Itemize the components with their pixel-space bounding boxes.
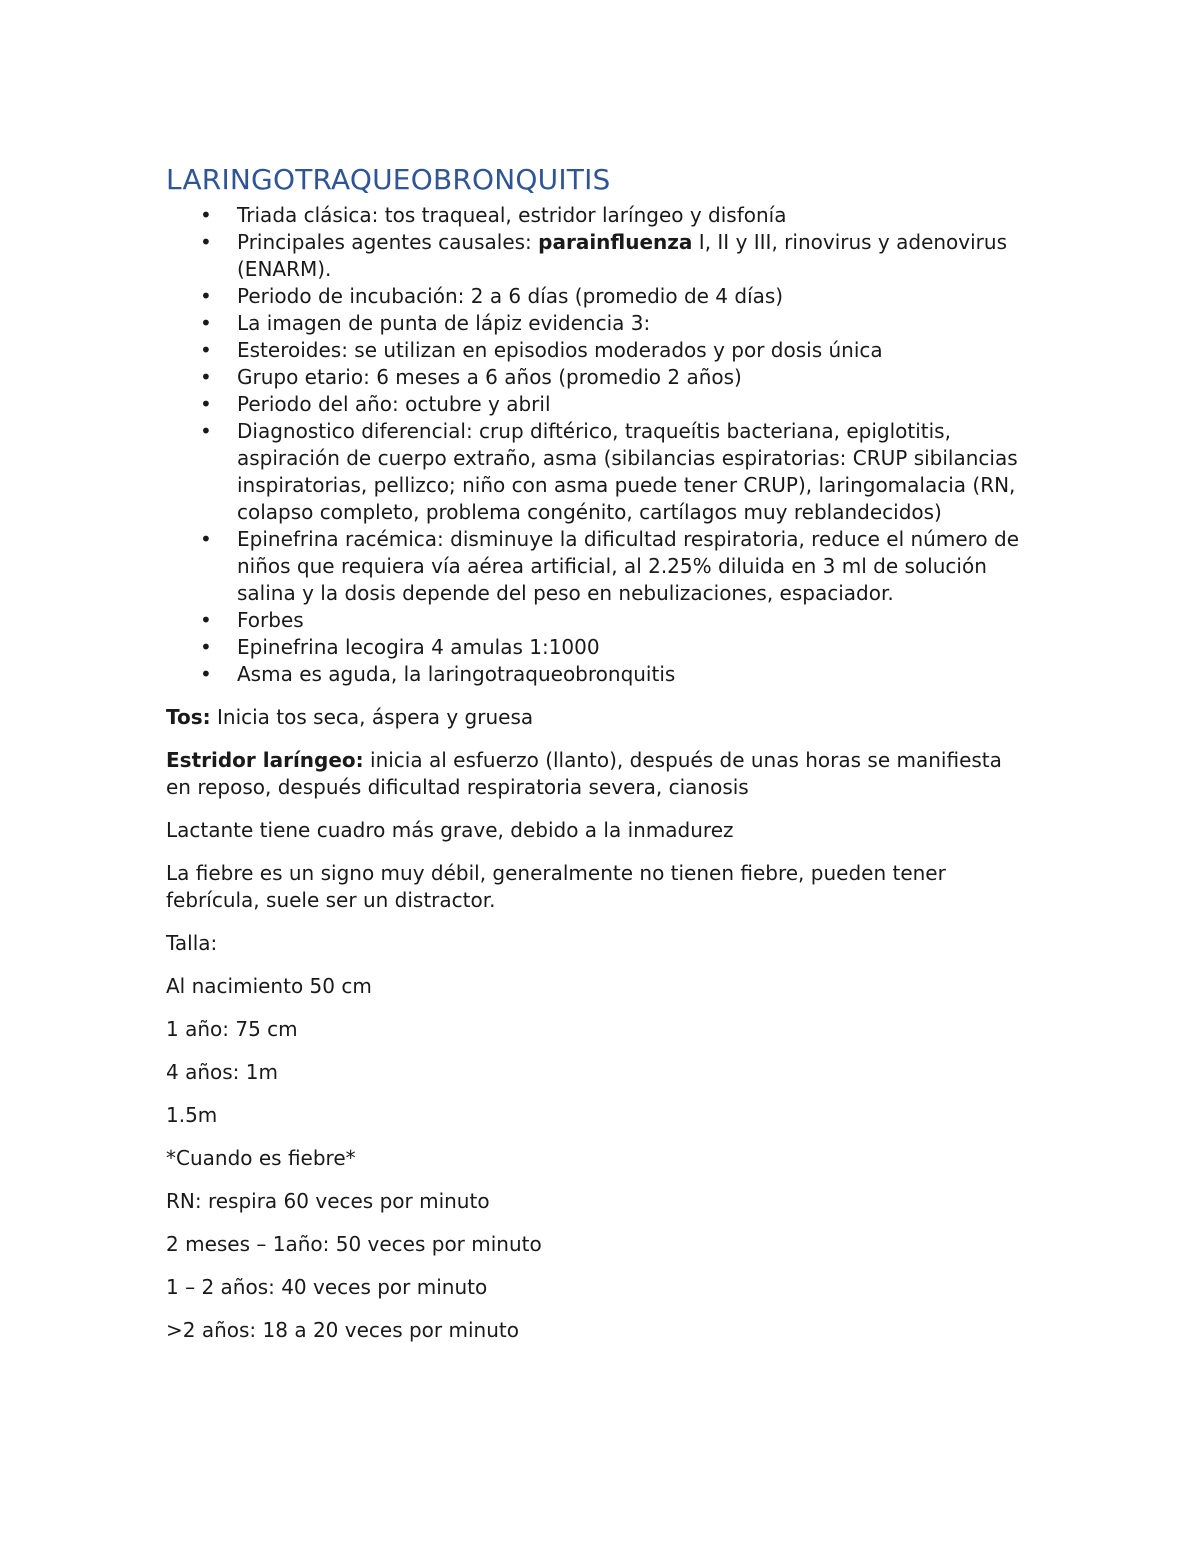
bullet-icon: • xyxy=(200,311,212,335)
paragraph-1-ano: 1 año: 75 cm xyxy=(166,1017,298,1041)
bullet-icon: • xyxy=(200,527,212,551)
bullet-icon: • xyxy=(200,338,212,362)
list-item-text: Epinefrina lecogira 4 amulas 1:1000 xyxy=(237,635,600,659)
document-title: LARINGOTRAQUEOBRONQUITIS xyxy=(166,163,611,196)
list-item xyxy=(166,364,1026,391)
list-item-text: Diagnostico diferencial: crup diftérico, traqueítis bacteriana, epiglotitis, aspiración de cuerpo extraño, asma (sibilancias espiratorias: CRUP sibilancias inspiratorias, pellizco; niño con asma puede tener CRUP), laringomalacia (RN, colapso completo, problema congénito, cartílagos muy reblandecidos) xyxy=(237,419,1018,524)
tos-label: Tos: xyxy=(166,705,211,729)
estridor-paragraph xyxy=(166,747,1026,801)
document-page xyxy=(166,160,1026,1360)
paragraph-cuando-fiebre: *Cuando es fiebre* xyxy=(166,1146,356,1170)
paragraph-1-5m: 1.5m xyxy=(166,1103,218,1127)
paragraph-fiebre: La fiebre es un signo muy débil, generalmente no tienen fiebre, pueden tener febrícula, suele ser un distractor. xyxy=(166,861,946,912)
paragraph-4-anos: 4 años: 1m xyxy=(166,1060,278,1084)
estridor-label: Estridor laríngeo: xyxy=(166,748,364,772)
paragraph-nacimiento: Al nacimiento 50 cm xyxy=(166,974,372,998)
bullet-list xyxy=(166,202,1026,688)
bullet-icon: • xyxy=(200,365,212,389)
list-item xyxy=(166,283,1026,310)
estridor-text: inicia al esfuerzo (llanto), después de unas horas se manifiesta en reposo, después dificultad respiratoria severa, cianosis xyxy=(166,748,1002,799)
bullet-icon: • xyxy=(200,419,212,443)
list-item-text: La imagen de punta de lápiz evidencia 3: xyxy=(237,311,651,335)
list-item-text: Epinefrina racémica: disminuye la dificultad respiratoria, reduce el número de niños que requiera vía aérea artificial, al 2.25% diluida en 3 ml de solución salina y la dosis depende del peso en nebulizaciones, espaciador. xyxy=(237,527,1020,605)
bullet-icon: • xyxy=(200,392,212,416)
bullet-icon: • xyxy=(200,284,212,308)
list-item xyxy=(166,229,1026,283)
list-item-text: Triada clásica: tos traqueal, estridor laríngeo y disfonía xyxy=(237,203,787,227)
list-item-text: Forbes xyxy=(237,608,304,632)
paragraph-2-meses: 2 meses – 1año: 50 veces por minuto xyxy=(166,1232,542,1256)
list-item-text: Esteroides: se utilizan en episodios moderados y por dosis única xyxy=(237,338,883,362)
paragraph-1-2-anos: 1 – 2 años: 40 veces por minuto xyxy=(166,1275,488,1299)
bullet-icon: • xyxy=(200,662,212,686)
list-item-text: Periodo de incubación: 2 a 6 días (promedio de 4 días) xyxy=(237,284,784,308)
paragraph-rn: RN: respira 60 veces por minuto xyxy=(166,1189,490,1213)
list-item-text: Grupo etario: 6 meses a 6 años (promedio 2 años) xyxy=(237,365,742,389)
bullet-icon: • xyxy=(200,635,212,659)
list-item xyxy=(166,391,1026,418)
tos-text: Inicia tos seca, áspera y gruesa xyxy=(210,705,534,729)
list-item xyxy=(166,337,1026,364)
list-item xyxy=(166,634,1026,661)
list-item-suffix: I, II y III, rinovirus y adenovirus (ENARM). xyxy=(237,230,1007,281)
list-item-text: Asma es aguda, la laringotraqueobronquitis xyxy=(237,662,676,686)
paragraph-mayor-2-anos: >2 años: 18 a 20 veces por minuto xyxy=(166,1318,519,1342)
list-item xyxy=(166,310,1026,337)
list-item-bold: parainfluenza xyxy=(538,230,693,254)
list-item xyxy=(166,526,1026,607)
list-item xyxy=(166,607,1026,634)
list-item-prefix: Principales agentes causales: xyxy=(237,230,539,254)
list-item xyxy=(166,202,1026,229)
list-item xyxy=(166,418,1026,526)
paragraph-talla: Talla: xyxy=(166,931,218,955)
bullet-icon: • xyxy=(200,203,212,227)
bullet-icon: • xyxy=(200,608,212,632)
list-item xyxy=(166,661,1026,688)
paragraph-lactante: Lactante tiene cuadro más grave, debido a la inmadurez xyxy=(166,818,734,842)
bullet-icon: • xyxy=(200,230,212,254)
tos-paragraph xyxy=(166,704,1026,731)
list-item-text: Periodo del año: octubre y abril xyxy=(237,392,551,416)
